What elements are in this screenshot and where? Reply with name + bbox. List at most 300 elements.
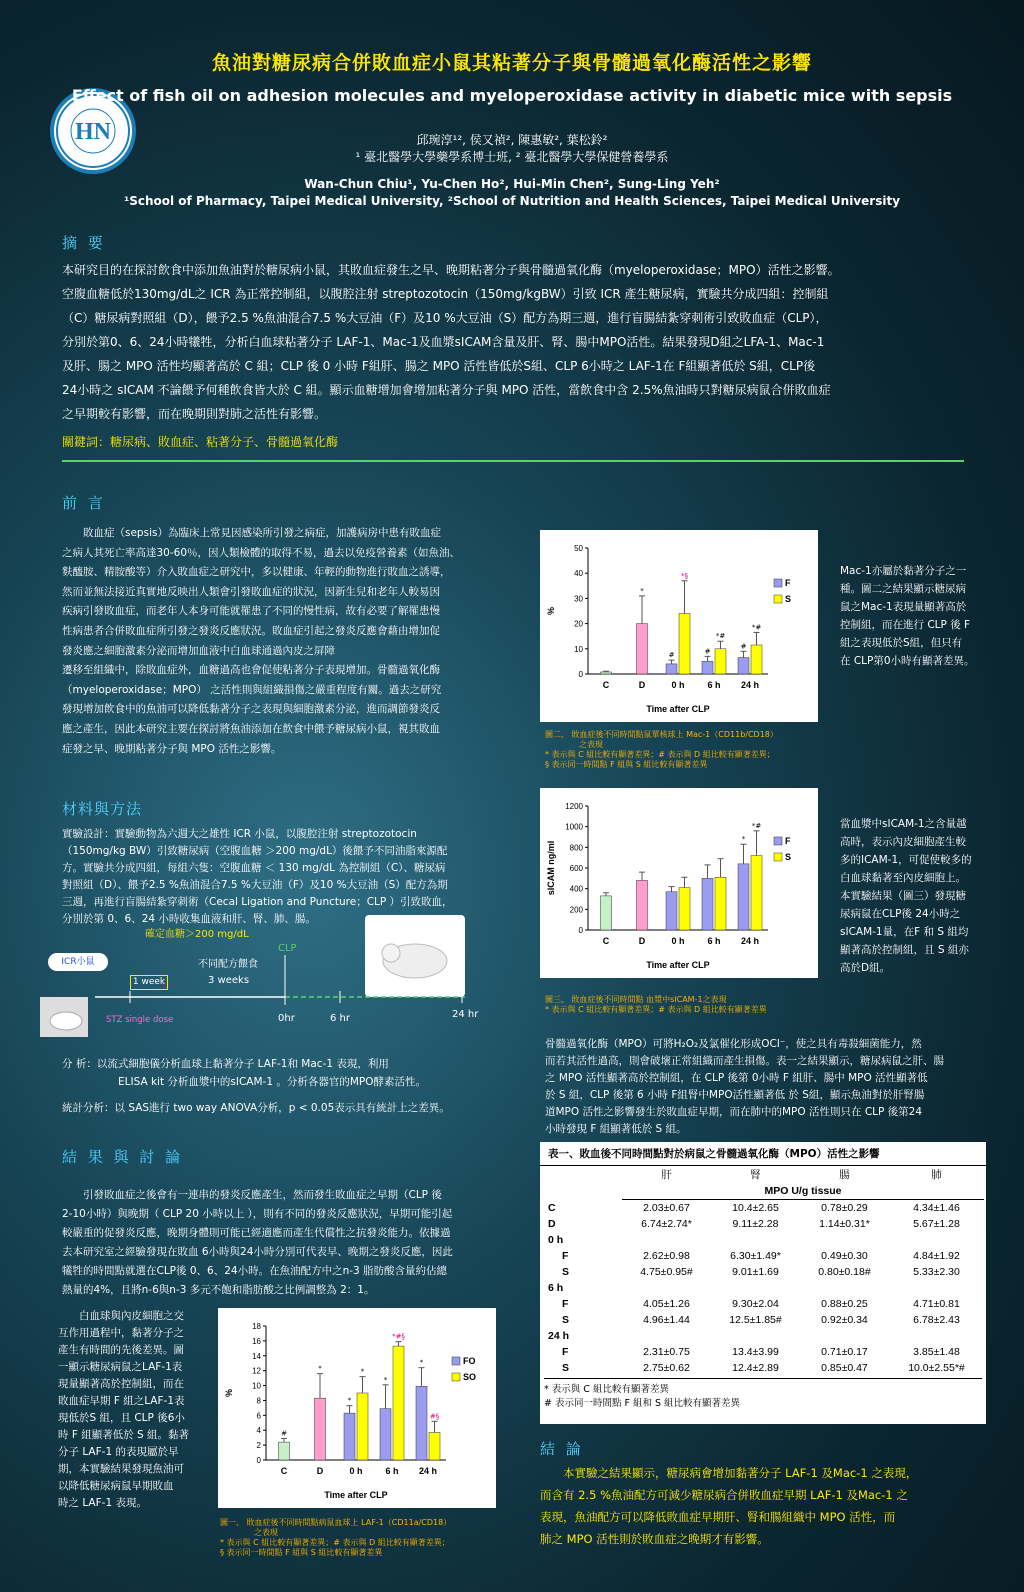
- table-cell: [889, 1232, 984, 1248]
- significance-mark: *#: [751, 623, 762, 632]
- mpo-line: 之 MPO 活性顯著高於控制組，在 CLP 後第 0小時 F 組肝、腸中 MPO 活性顯著低: [545, 1072, 928, 1084]
- mac1-line: 在 CLP第0小時有顯著差異。: [840, 655, 975, 667]
- y-tick-label: 20: [574, 619, 583, 629]
- y-tick-label: 0: [578, 926, 583, 935]
- bar-C: [601, 896, 612, 930]
- x-tick-label: D: [316, 1466, 324, 1476]
- bar-F: [738, 864, 749, 930]
- intro-line: 遷移至組織中，除敗血症外，血糖過高也會促使粘著分子表現增加。骨髓過氧化酶: [62, 664, 440, 677]
- column-header: 腸: [839, 1169, 850, 1181]
- conclusion-line: 表現，魚油配方可以降低敗血症早期肝、腎和腸組織中 MPO 活性，而: [540, 1510, 896, 1524]
- x-tick-label: D: [638, 680, 646, 690]
- table-cell: [889, 1280, 984, 1296]
- significance-mark: #: [740, 642, 747, 651]
- table-cell: 10.4±2.65: [732, 1202, 779, 1214]
- legend-label: F: [785, 836, 791, 846]
- timeline-one-week: 1 week: [130, 975, 168, 990]
- mpo-line: 於 S 組，CLP 後第 6 小時 F組腎中MPO活性顯著低 於 S組，顯示魚油對於肝腎腸: [545, 1089, 925, 1101]
- legend-swatch: [774, 853, 782, 861]
- y-tick-label: 400: [569, 884, 583, 894]
- table-unit: MPO U/g tissue: [622, 1183, 984, 1200]
- laf1-line: 分子 LAF-1 的表現屬於早: [58, 1446, 179, 1458]
- conclusion-line: 而含有 2.5 %魚油配方可減少糖尿病合併敗血症早期 LAF-1 及Mac-1 之: [540, 1488, 908, 1502]
- mpo-text: [545, 1036, 985, 1138]
- mac1-line: 控制組，而在進行 CLP 後 F: [840, 619, 971, 631]
- sicam-line: 多的ICAM-1，可促使較多的: [840, 854, 972, 866]
- laf1-line: 現量顯著高於控制組，而在: [58, 1378, 184, 1390]
- laf1-line: 期，本實驗結果發現魚油可: [58, 1463, 184, 1475]
- table-1-title: 表一、敗血後不同時間點對於病鼠之骨髓過氧化酶（MPO）活性之影響: [540, 1142, 986, 1166]
- row-label: F: [562, 1346, 569, 1358]
- fig1-caption-line: 之表現: [254, 1528, 278, 1537]
- table-cell: [622, 1280, 711, 1296]
- timeline-icr: ICR小鼠: [48, 953, 108, 971]
- x-tick-label: C: [602, 936, 610, 946]
- fig1-caption-line: * 表示與 C 組比較有顯著差異；# 表示與 D 組比較有顯著差異；: [220, 1538, 450, 1547]
- y-tick-label: 0: [578, 670, 583, 679]
- significance-mark: #: [704, 647, 711, 656]
- table-row: [544, 1360, 984, 1376]
- significance-mark: *#§: [392, 1332, 405, 1341]
- experiment-timeline: [40, 915, 510, 1045]
- laf1-line: 敗血症早期 F 組之LAF-1表: [58, 1395, 185, 1407]
- results-line: 較嚴重的促發炎反應，晚期身體則可能已經適應而產生代償性之抗發炎能力。依據過: [62, 1227, 451, 1239]
- table-row: [544, 1264, 984, 1280]
- table-cell: 0.80±0.18#: [818, 1266, 871, 1278]
- y-tick-label: 1000: [565, 822, 583, 832]
- table-cell: [622, 1232, 711, 1248]
- stats-line: 統計分析：以 SAS進行 two way ANOVA分析，p < 0.05表示具有統計上之差異。: [62, 1102, 450, 1114]
- intro-line: 疾病引發敗血症，而老年人本身可能就罹患了不同的慢性病，故有必要了解罹患慢: [62, 605, 440, 618]
- methods-line: 三週，再進行盲腸結紮穿刺術（Cecal Ligation and Puncture；CLP ）引致敗血，: [62, 896, 453, 908]
- laf1-line: 現低於S 組，且 CLP 後6小: [58, 1412, 185, 1424]
- timeline-t24: 24 hr: [452, 1009, 479, 1020]
- y-tick-label: 10: [252, 1381, 261, 1391]
- laf1-line: 以降低糖尿病鼠早期敗血: [58, 1480, 174, 1492]
- x-tick-label: 24 h: [418, 1466, 438, 1476]
- results-line: 2-10小時）與晚期（ CLP 20 小時以上 ），則有不同的發炎反應狀況，早期可能引起: [62, 1208, 453, 1220]
- intro-line: 性病患者合併敗血症所引發之發炎反應狀況。敗血症引起之發炎反應會藉由增加促: [62, 624, 440, 637]
- y-tick-label: 8: [256, 1396, 261, 1406]
- table-row: [544, 1200, 984, 1217]
- y-tick-label: 18: [252, 1322, 261, 1331]
- table-cell: 12.4±2.89: [732, 1362, 779, 1374]
- table-cell: 4.05±1.26: [643, 1298, 690, 1310]
- analysis-line-2: ELISA kit 分析血漿中的sICAM-1 。分析各器官的MPO酵素活性。: [118, 1076, 427, 1088]
- y-tick-label: 200: [569, 905, 583, 915]
- row-label: S: [562, 1314, 570, 1326]
- timeline-stz: STZ single dose: [106, 1015, 174, 1025]
- row-label: F: [562, 1298, 569, 1310]
- laf1-line: 一顯示糖尿病鼠之LAF-1表: [58, 1361, 183, 1373]
- y-axis-label: %: [546, 606, 556, 616]
- bar-F: [666, 664, 677, 674]
- conclusion-line: 本實驗之結果顯示，糖尿病會增加黏著分子 LAF-1 及Mac-1 之表現，: [540, 1466, 918, 1480]
- x-axis-label: Time after CLP: [324, 1490, 388, 1500]
- laf1-line: 時之 LAF-1 表現。: [58, 1497, 147, 1509]
- mac1-line: 組之表現低於S組，但只有: [840, 637, 963, 649]
- sicam-line: 本實驗結果（圖三）發現糖: [840, 890, 966, 902]
- laf1-text: [58, 1308, 208, 1512]
- y-tick-label: 0: [256, 1456, 261, 1465]
- intro-heading: 前 言: [62, 494, 106, 512]
- row-label: 24 h: [548, 1330, 570, 1342]
- methods-line: 方。實驗共分成四組，每組六隻：空腹血糖 ＜ 130 mg/dL 為控制組（C）、糖尿病: [62, 862, 446, 874]
- intro-body: [62, 524, 502, 759]
- results-body: [62, 1186, 507, 1300]
- y-tick-label: 14: [252, 1351, 261, 1361]
- significance-mark: *: [383, 1375, 388, 1384]
- svg-text:HN: HN: [75, 119, 111, 145]
- author-names-en: Wan-Chun Chiu¹, Yu-Chen Ho², Hui-Min Chen², Sung-Ling Yeh²: [304, 177, 720, 191]
- legend-swatch: [452, 1373, 460, 1381]
- bar-S: [751, 856, 762, 930]
- fig2-caption-line: 圖二、 敗血症後不同時間點鼠單核球上 Mac-1（CD11b/CD18）: [545, 730, 778, 739]
- bar-S: [679, 614, 690, 674]
- results-line: 熱量的4%，且將n-6與n-3 多元不飽和脂肪酸之比例調整為 2：1。: [62, 1284, 375, 1296]
- table-cell: 0.85±0.47: [821, 1362, 868, 1374]
- row-label: C: [548, 1201, 556, 1214]
- legend-label: F: [785, 578, 791, 588]
- row-label: 0 h: [548, 1234, 564, 1246]
- table-cell: 9.11±2.28: [732, 1218, 779, 1230]
- sicam-line: sICAM-1量，在F 和 S 組均: [840, 926, 969, 938]
- legend-label: SO: [463, 1372, 477, 1382]
- significance-mark: *: [347, 1396, 352, 1405]
- significance-mark: *§: [681, 571, 688, 580]
- poster-title-en: Effect of fish oil on adhesion molecules and myeloperoxidase activity in diabetic mice with sepsis: [71, 86, 953, 105]
- bar-F: [380, 1409, 391, 1460]
- methods-body: [62, 826, 507, 928]
- abstract-line: （C）糖尿病對照組（D），餵予2.5 %魚油混合7.5 %大豆油（F）及10 %大豆油（S）配方為期三週，進行盲腸結紮穿刺術引致敗血症（CLP），: [62, 311, 828, 325]
- methods-line: 實驗設計：實驗動物為六週大之雄性 ICR 小鼠，以腹腔注射 streptozotocin: [62, 828, 417, 840]
- table-cell: 12.5±1.85#: [729, 1314, 782, 1326]
- intro-line: （myeloperoxidase；MPO） 之活性則與組織損傷之嚴重程度有關。過去之研究: [62, 683, 442, 696]
- bar-C: [601, 672, 612, 674]
- timeline-three-weeks: 3 weeks: [208, 975, 250, 986]
- author-names-cn: 邱琬淳¹², 侯又禎², 陳惠敏², 葉松鈴²: [416, 133, 608, 147]
- significance-mark: *: [640, 586, 644, 595]
- table-row: [544, 1328, 984, 1344]
- methods-line: 分別於第 0、6、24 小時收集血液和肝、腎、肺、腸。: [62, 913, 316, 925]
- results-line: 去本研究室之經驗發現在敗血 6小時與24小時分別可代表早、晚期之發炎反應，因此: [62, 1246, 453, 1258]
- x-tick-label: 0 h: [671, 936, 685, 946]
- significance-mark: *#: [751, 821, 762, 830]
- row-label: F: [562, 1250, 569, 1262]
- poster-title-cn: 魚油對糖尿病合併敗血症小鼠其粘著分子與骨髓過氧化酶活性之影響: [211, 52, 812, 74]
- row-label: 6 h: [548, 1282, 564, 1294]
- sicam-line: 高時，表示內皮細胞產生較: [840, 836, 966, 848]
- abstract-body: [62, 258, 972, 454]
- table-cell: [800, 1280, 889, 1296]
- figure-3-panel: [540, 788, 818, 978]
- x-tick-label: C: [602, 680, 610, 690]
- conclusion-body: [540, 1462, 990, 1550]
- x-axis-label: Time after CLP: [646, 960, 710, 970]
- bar-F: [738, 658, 749, 674]
- legend-swatch: [774, 837, 782, 845]
- bar-F: [416, 1386, 427, 1460]
- x-tick-label: C: [280, 1466, 288, 1476]
- table-cell: 0.49±0.30: [821, 1250, 868, 1262]
- mpo-line: 小時發現 F 組顯著低於 S 組。: [545, 1123, 687, 1135]
- table-cell: [622, 1328, 711, 1344]
- y-tick-label: 2: [256, 1441, 261, 1451]
- bar-S: [679, 888, 690, 930]
- figure-2-panel: [540, 530, 818, 722]
- mac1-line: 種。圖二之結果顯示糖尿病: [840, 583, 966, 595]
- bar-D: [637, 624, 648, 674]
- y-tick-label: 40: [574, 569, 583, 579]
- intro-line: 麩醯胺、精胺酸等）介入敗血症之研究中，多以健康、年輕的動物進行敗血之誘導，: [62, 566, 451, 579]
- table-cell: 2.31±0.75: [643, 1346, 690, 1358]
- affiliation-cn: ¹ 臺北醫學大學藥學系博士班, ² 臺北醫學大學保健營養學系: [355, 150, 669, 164]
- bar-F: [702, 878, 713, 930]
- bar-S: [715, 649, 726, 674]
- intro-line: 發現增加飲食中的魚油可以降低黏著分子之表現與細胞激素分泌，進而調節發炎反: [62, 703, 440, 716]
- legend-swatch: [452, 1357, 460, 1365]
- table-cell: [800, 1232, 889, 1248]
- table-cell: [711, 1232, 800, 1248]
- y-tick-label: 6: [256, 1411, 261, 1421]
- mac1-line: 鼠之Mac-1表現量顯著高於: [840, 601, 967, 613]
- x-axis-label: Time after CLP: [646, 704, 710, 714]
- authors-en: [0, 176, 1024, 210]
- results-line: 引發敗血症之後會有一連串的發炎反應產生，然而發生敗血症之早期（CLP 後: [62, 1189, 442, 1201]
- analysis-label: 分 析：: [62, 1058, 97, 1070]
- table-cell: 6.78±2.43: [913, 1314, 960, 1326]
- table-header-row: [544, 1166, 984, 1183]
- intro-line: 然而並無法接近真實地反映出人類會引發敗血症的狀況，因新生兒和老年人較易因: [62, 585, 440, 598]
- significance-mark: *: [360, 1367, 365, 1376]
- table-cell: 0.78±0.29: [821, 1202, 868, 1214]
- table-cell: 5.33±2.30: [913, 1266, 960, 1278]
- table-cell: 2.03±0.67: [643, 1202, 690, 1214]
- table-row: [544, 1296, 984, 1312]
- table-row: [544, 1248, 984, 1264]
- significance-mark: #§: [429, 1412, 440, 1421]
- table-row: [544, 1280, 984, 1296]
- intro-line: 敗血症（sepsis）為臨床上常見因感染所引發之病症，加護病房中患有敗血症: [62, 527, 441, 539]
- methods-line: 對照組（D）、餵予2.5 %魚油混合7.5 %大豆油（F）及10 %大豆油（S）配方為期: [62, 879, 448, 891]
- timeline-t0: 0hr: [278, 1013, 295, 1024]
- table-cell: 4.34±1.46: [913, 1202, 960, 1214]
- figure-1-panel: [218, 1308, 496, 1508]
- table-cell: 4.96±1.44: [643, 1314, 690, 1326]
- table-cell: 13.4±3.99: [732, 1346, 779, 1358]
- table-cell: 2.75±0.62: [643, 1362, 690, 1374]
- table-cell: 5.67±1.28: [913, 1218, 960, 1230]
- bar-D: [637, 880, 648, 930]
- sicam-line: 尿病鼠在CLP後 24小時之: [840, 908, 961, 920]
- row-label: S: [562, 1362, 570, 1374]
- x-tick-label: D: [638, 936, 646, 946]
- table-note: * 表示與 C 組比較有顯著差異: [544, 1384, 669, 1395]
- fig2-caption-line: § 表示同一時間點 F 組與 S 組比較有顯著差異: [545, 760, 708, 769]
- results-line: 犧牲的時間點就選在CLP後 0、6、24小時。在魚油配方中之n-3 脂肪酸含量約佔總: [62, 1265, 448, 1277]
- abstract-line: 分別於第0、6、24小時犧牲，分析白血球粘著分子 LAF-1、Mac-1及血漿sICAM含量及肝、腎、腸中MPO活性。結果發現D組之LFA-1、Mac-1: [62, 335, 825, 349]
- y-tick-label: 4: [256, 1426, 261, 1436]
- table-cell: 4.71±0.81: [913, 1298, 960, 1310]
- abstract-line: 之早期較有影響，而在晚期則對肺之活性有影響。: [62, 407, 327, 421]
- y-tick-label: 16: [252, 1336, 261, 1346]
- table-cell: [711, 1280, 800, 1296]
- row-label: S: [562, 1266, 570, 1278]
- y-axis-label: sICAM ng/ml: [546, 840, 556, 896]
- table-cell: [711, 1328, 800, 1344]
- bar-S: [429, 1432, 440, 1460]
- fig1-caption-line: § 表示同一時間點 F 組與 S 組比較有顯著差異: [220, 1548, 383, 1557]
- legend-label: S: [785, 852, 792, 862]
- mpo-line: 道MPO 活性之影響發生於敗血症早期，而在肺中的MPO 活性則只在 CLP 後第24: [545, 1106, 923, 1118]
- figure-2-chart: [540, 530, 818, 722]
- x-tick-label: 6 h: [385, 1466, 399, 1476]
- intro-line: 應之產生，因此本研究主要在探討將魚油添加在飲食中餵予糖尿病小鼠，視其敗血: [62, 722, 440, 735]
- table-cell: 0.88±0.25: [821, 1298, 868, 1310]
- sicam-line: 高於D組。: [840, 962, 891, 974]
- y-tick-label: 50: [574, 544, 583, 553]
- laf1-line: 互作用過程中，黏著分子之: [58, 1327, 184, 1339]
- bar-F: [344, 1413, 355, 1460]
- table-row: [544, 1216, 984, 1232]
- legend-label: S: [785, 594, 792, 604]
- section-divider: [62, 460, 964, 462]
- mac1-line: Mac-1亦屬於黏著分子之一: [840, 565, 967, 577]
- y-tick-label: 1200: [565, 802, 583, 811]
- table-cell: 3.85±1.48: [913, 1346, 960, 1358]
- mpo-line: 而若其活性過高，則會破壞正常組織而產生損傷。表一之結果顯示，糖尿病鼠之肝、腸: [545, 1055, 944, 1067]
- significance-mark: *: [741, 835, 746, 844]
- fig2-caption-line: 之表現: [579, 740, 603, 749]
- abstract-line: 本研究目的在探討飲食中添加魚油對於糖尿病小鼠，其敗血症發生之早、晚期粘著分子與骨髓過氧化酶（myeloperoxidase；MPO）活性之影響。: [62, 263, 840, 277]
- figure-1-chart: [218, 1308, 496, 1508]
- intro-line: 發炎應之細胞激素分泌而增加血液中白血球通過內皮之屏障: [62, 644, 335, 657]
- row-label: D: [548, 1218, 556, 1230]
- column-header: 腎: [750, 1169, 761, 1181]
- x-tick-label: 24 h: [740, 680, 760, 690]
- table-cell: 0.92±0.34: [821, 1314, 868, 1326]
- table-cell: 1.14±0.31*: [819, 1218, 870, 1230]
- significance-mark: #: [281, 1429, 287, 1438]
- sicam-text: [840, 815, 1010, 977]
- bar-F: [666, 892, 677, 930]
- y-tick-label: 800: [569, 843, 583, 853]
- table-cell: 0.71±0.17: [821, 1346, 868, 1358]
- bar-S: [751, 645, 762, 674]
- significance-mark: #: [668, 651, 675, 660]
- sicam-line: 白血球黏著至內皮細胞上。: [840, 872, 966, 884]
- table-cell: 4.84±1.92: [913, 1250, 960, 1262]
- intro-line: 症發之早、晚期粘著分子與 MPO 活性之影響。: [62, 742, 282, 755]
- mpo-table: [544, 1166, 984, 1376]
- x-tick-label: 24 h: [740, 936, 760, 946]
- table-cell: 6.30±1.49*: [730, 1250, 781, 1262]
- sicam-line: 當血漿中sICAM-1之含量越: [840, 818, 967, 830]
- table-cell: [889, 1328, 984, 1344]
- abstract-heading: 摘 要: [62, 234, 106, 252]
- fig2-caption-line: * 表示與 C 組比較有顯著差異；# 表示與 D 組比較有顯著差異；: [545, 750, 775, 759]
- x-tick-label: 0 h: [349, 1466, 363, 1476]
- y-tick-label: 10: [574, 644, 583, 654]
- intro-line: 之病人其死亡率高達30-60％，因人類檢體的取得不易，過去以免疫營養素（如魚油、: [62, 546, 461, 559]
- figure-3-caption: [545, 995, 835, 1015]
- table-cell: 9.01±1.69: [732, 1266, 779, 1278]
- table-row: [544, 1312, 984, 1328]
- analysis-block: [62, 1055, 512, 1117]
- x-tick-label: 6 h: [707, 680, 721, 690]
- timeline-line: [40, 915, 510, 1045]
- conclusion-line: 肺之 MPO 活性則於敗血症之晚期才有影響。: [540, 1532, 769, 1546]
- legend-label: FO: [463, 1356, 476, 1366]
- analysis-line-1: 以流式細胞儀分析血球上黏著分子 LAF-1和 Mac-1 表現，利用: [96, 1058, 389, 1070]
- mac1-text: [840, 562, 1010, 670]
- table-1-panel: [540, 1142, 986, 1424]
- laf1-line: 產生有時間的先後差異。圖: [58, 1344, 184, 1356]
- abstract-line: 24小時之 sICAM 不論餵予何種飲食皆大於 C 組。顯示血糖增加會增加粘著分子與 MPO 活性，當飲食中含 2.5%魚油時只對糖尿病鼠合併敗血症: [62, 383, 831, 397]
- affiliation-en: ¹School of Pharmacy, Taipei Medical University, ²School of Nutrition and Health Sciences, Taipei Medical University: [123, 194, 901, 208]
- results-heading: 結 果 與 討 論: [62, 1148, 184, 1166]
- bar-S: [715, 877, 726, 930]
- legend-swatch: [774, 579, 782, 587]
- methods-heading: 材料與方法: [62, 800, 143, 818]
- x-tick-label: 0 h: [671, 680, 685, 690]
- fig1-caption-line: 圖一、 敗血症後不同時間點病鼠血球上 LAF-1（CD11a/CD18）: [220, 1518, 452, 1527]
- legend-swatch: [774, 595, 782, 603]
- timeline-t6: 6 hr: [330, 1013, 350, 1024]
- figure-3-chart: [540, 788, 818, 978]
- y-tick-label: 30: [574, 594, 583, 604]
- sicam-line: 顯著高於控制組，且 S 組亦: [840, 944, 969, 956]
- significance-mark: *#: [715, 632, 726, 641]
- table-row: [544, 1232, 984, 1248]
- timeline-diet: 不同配方餵食: [198, 959, 258, 970]
- fig3-caption-line: 圖三、 敗血症後不同時間點 血漿中sICAM-1之表現: [545, 995, 727, 1004]
- laf1-line: 白血球與內皮細胞之交: [58, 1310, 184, 1322]
- bar-C: [279, 1442, 290, 1460]
- abstract-line: 及肝、腸之 MPO 活性均顯著高於 C 組；CLP 後 0 小時 F組肝、腸之 MPO 活性皆低於S組、CLP 6小時之 LAF-1在 F組顯著低於 S組，CLP後: [62, 359, 816, 373]
- y-tick-label: 600: [569, 864, 583, 873]
- x-tick-label: 6 h: [707, 936, 721, 946]
- column-header: 肺: [931, 1169, 942, 1181]
- laf1-line: 時 F 組顯著低於 S 組。黏著: [58, 1429, 190, 1441]
- mpo-line: 骨髓過氧化酶（MPO）可將H₂O₂及氯催化形成OCl⁻，使之具有毒殺細菌能力，然: [545, 1038, 922, 1050]
- conclusion-heading: 結 論: [540, 1440, 584, 1458]
- y-axis-label: %: [224, 1388, 234, 1398]
- table-cell: 10.0±2.55*#: [908, 1362, 965, 1374]
- keywords: 關鍵詞：糖尿病、敗血症、粘著分子、骨髓過氧化酶: [62, 435, 339, 449]
- table-cell: [800, 1328, 889, 1344]
- methods-line: （150mg/kg BW）引致糖尿病（空腹血糖 ＞200 mg/dL）後餵予不同油脂來源配: [62, 845, 448, 857]
- abstract-line: 空腹血糖低於130mg/dL之 ICR 為正常控制組，以腹腔注射 streptozotocin（150mg/kgBW）引致 ICR 產生糖尿病，實驗共分成四組：控制組: [62, 287, 829, 301]
- table-note: # 表示同一時間點 F 組和 S 組比較有顯著差異: [544, 1398, 741, 1409]
- table-cell: 9.30±2.04: [732, 1298, 779, 1310]
- table-cell: 6.74±2.74*: [641, 1218, 692, 1230]
- fig3-caption-line: * 表示與 C 組比較有顯著差異；# 表示與 D 組比較有顯著差異: [545, 1005, 767, 1014]
- significance-mark: *: [318, 1364, 322, 1373]
- significance-mark: *: [419, 1358, 424, 1367]
- column-header: 肝: [661, 1169, 672, 1181]
- table-cell: 2.62±0.98: [643, 1250, 690, 1262]
- figure-2-caption: [545, 730, 835, 770]
- bar-F: [702, 661, 713, 674]
- figure-1-caption: [220, 1518, 510, 1558]
- bar-D: [315, 1398, 326, 1460]
- timeline-clp: CLP: [278, 943, 297, 954]
- bar-S: [393, 1346, 404, 1460]
- authors-cn: [0, 132, 1024, 166]
- bar-S: [357, 1393, 368, 1460]
- timeline-glucose: 確定血糖＞200 mg/dL: [145, 929, 249, 940]
